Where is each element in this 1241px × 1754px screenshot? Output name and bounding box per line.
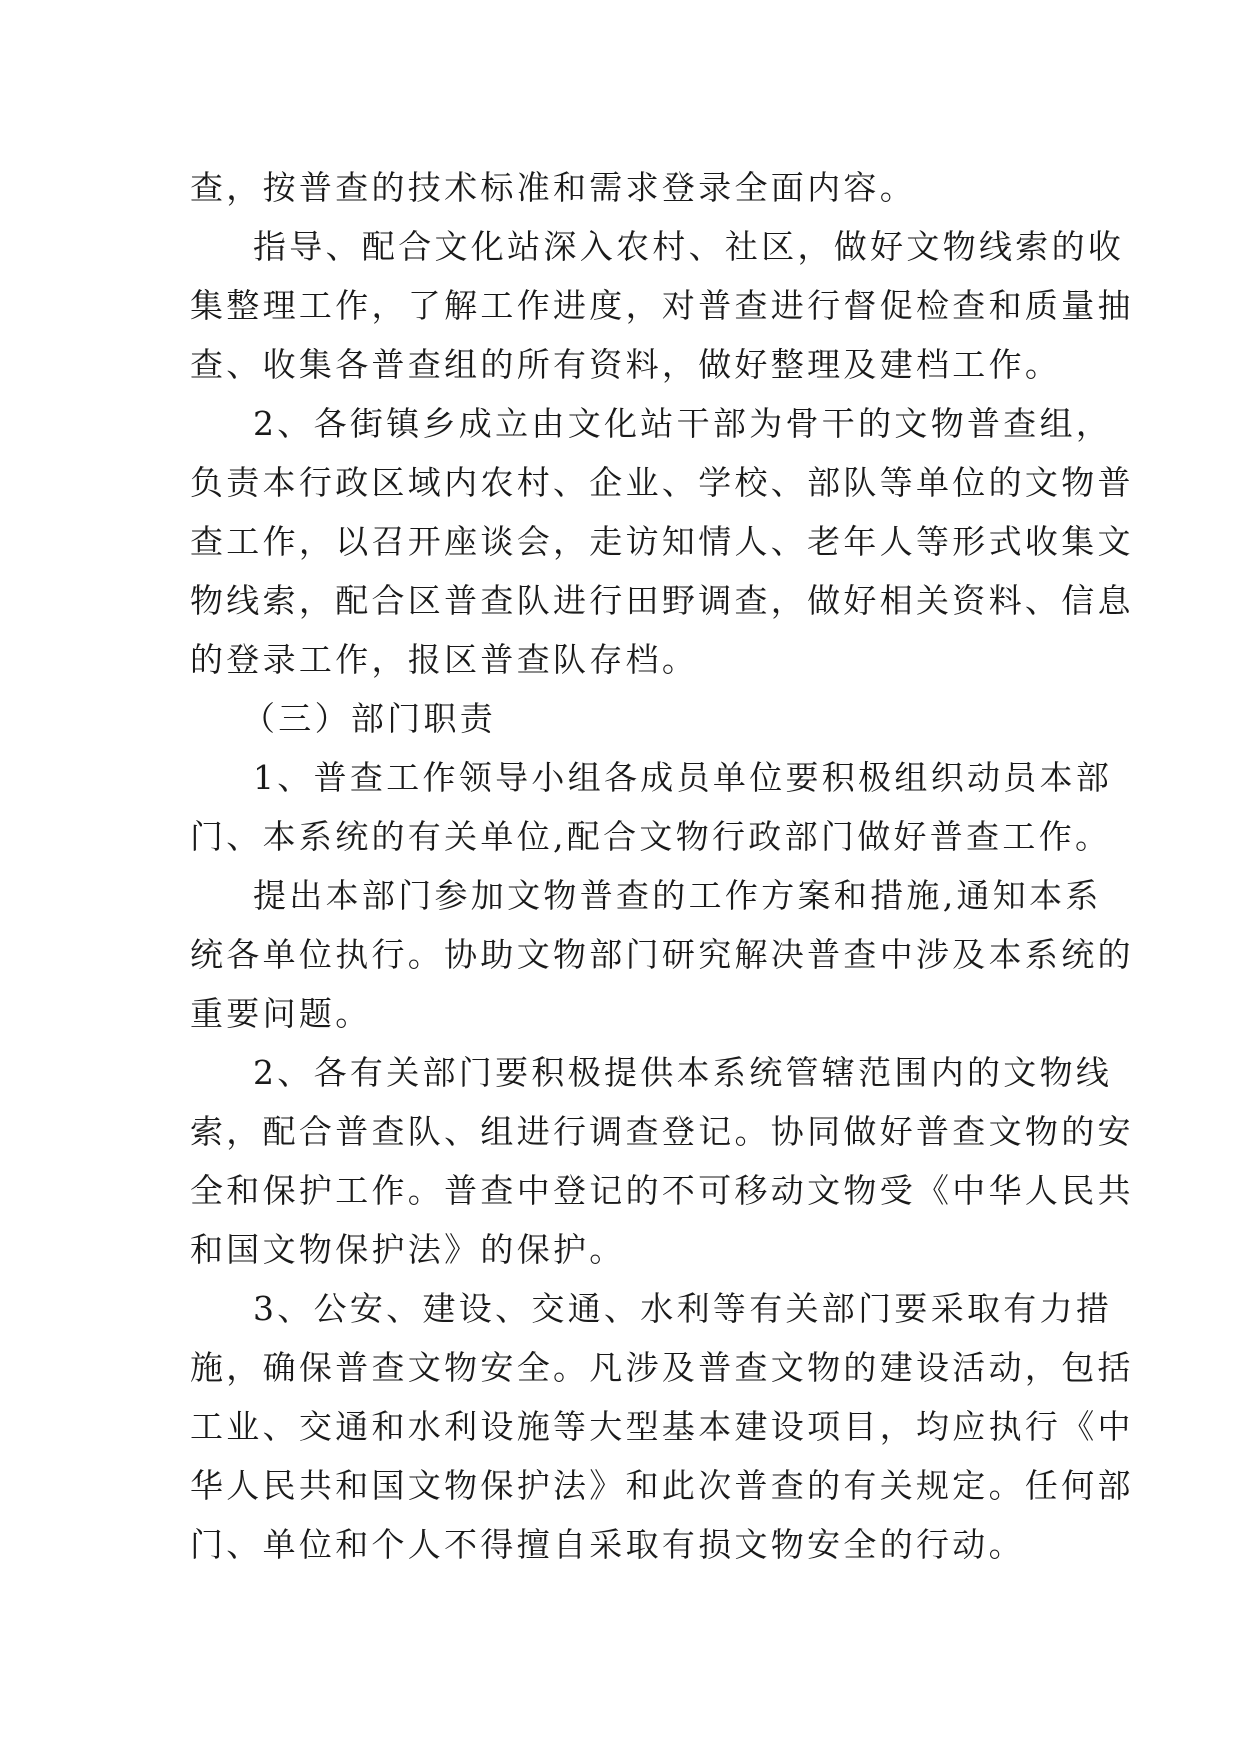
text-line: 和国文物保护法》的保护。	[190, 1230, 626, 1269]
text-line: 集整理工作，了解工作进度，对普查进行督促检查和质量抽	[190, 286, 1134, 325]
text-line: 的登录工作，报区普查队存档。	[190, 640, 699, 679]
text-line: 查工作，以召开座谈会，走访知情人、老年人等形式收集文	[190, 522, 1134, 561]
section-heading: （三）部门职责	[242, 699, 497, 738]
text-line: 2、各街镇乡成立由文化站干部为骨干的文物普查组，	[253, 404, 1113, 443]
text-line: 全和保护工作。普查中登记的不可移动文物受《中华人民共	[190, 1171, 1134, 1210]
text-line: 查，按普查的技术标准和需求登录全面内容。	[190, 168, 916, 207]
text-line: 门、单位和个人不得擅自采取有损文物安全的行动。	[190, 1525, 1025, 1564]
document-body	[190, 158, 1134, 1574]
text-line: 查、收集各普查组的所有资料，做好整理及建档工作。	[190, 345, 1062, 384]
text-line: 负责本行政区域内农村、企业、学校、部队等单位的文物普	[190, 463, 1134, 502]
text-line: 物线索，配合区普查队进行田野调查，做好相关资料、信息	[190, 581, 1134, 620]
text-line: 门、本系统的有关单位,配合文物行政部门做好普查工作。	[190, 817, 1112, 856]
text-line: 施，确保普查文物安全。凡涉及普查文物的建设活动，包括	[190, 1348, 1134, 1387]
text-line: 索，配合普查队、组进行调查登记。协同做好普查文物的安	[190, 1112, 1134, 1151]
text-line: 2、各有关部门要积极提供本系统管辖范围内的文物线	[253, 1053, 1113, 1092]
text-line: 华人民共和国文物保护法》和此次普查的有关规定。任何部	[190, 1466, 1134, 1505]
text-line: 指导、配合文化站深入农村、社区，做好文物线索的收	[253, 227, 1125, 266]
text-line: 统各单位执行。协助文物部门研究解决普查中涉及本系统的	[190, 935, 1134, 974]
text-line: 3、公安、建设、交通、水利等有关部门要采取有力措	[253, 1289, 1113, 1328]
text-line: 重要问题。	[190, 994, 372, 1033]
text-line: 工业、交通和水利设施等大型基本建设项目，均应执行《中	[190, 1407, 1134, 1446]
text-line: 1、普查工作领导小组各成员单位要积极组织动员本部	[253, 758, 1113, 797]
text-line: 提出本部门参加文物普查的工作方案和措施,通知本系	[253, 876, 1102, 915]
